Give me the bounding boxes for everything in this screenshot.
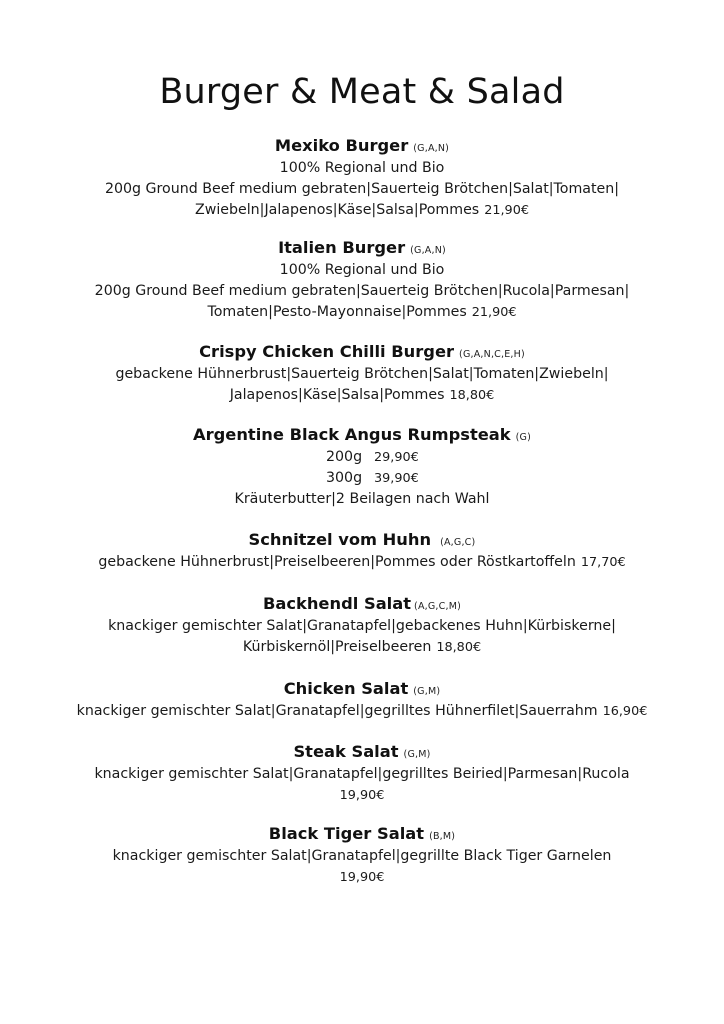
item-description-line: 100% Regional und Bio — [279, 160, 445, 176]
item-name: Steak Salat — [293, 742, 399, 761]
item-price: 19,90€ — [339, 870, 385, 885]
menu-item-schnitzel-vom-huhn — [0, 528, 724, 573]
item-price: 18,80€ — [449, 388, 495, 403]
item-name: Crispy Chicken Chilli Burger — [199, 342, 455, 361]
menu-item-argentine-black-angus-rumpsteak — [0, 423, 724, 510]
item-name: Schnitzel vom Huhn — [248, 530, 432, 549]
menu-item-mexiko-burger — [0, 134, 724, 221]
menu-item-black-tiger-salat — [0, 822, 724, 888]
item-allergens: (G,A,N) — [410, 245, 446, 256]
item-description-line: Kürbiskernöl|Preiselbeeren — [242, 639, 432, 655]
item-description-line: 200g Ground Beef medium gebraten|Sauerteig Brötchen|Rucola|Parmesan| — [94, 283, 630, 299]
item-allergens: (G,A,N) — [413, 143, 450, 154]
item-price: 18,80€ — [436, 640, 482, 655]
size-label: 200g — [326, 449, 363, 465]
item-description-line: gebackene Hühnerbrust|Sauerteig Brötchen|Salat|Tomaten|Zwiebeln| — [115, 366, 609, 382]
item-name: Backhendl Salat — [262, 594, 412, 613]
item-name: Mexiko Burger — [274, 136, 409, 155]
item-price: 17,70€ — [580, 555, 626, 570]
item-name: Black Tiger Salat — [268, 824, 425, 843]
item-name: Italien Burger — [278, 238, 406, 257]
menu-item-steak-salat — [0, 740, 724, 806]
item-allergens: (G,M) — [403, 749, 431, 760]
item-price: 16,90€ — [602, 704, 648, 719]
item-description-line: Kräuterbutter|2 Beilagen nach Wahl — [234, 491, 490, 507]
size-price: 29,90€ — [374, 450, 419, 465]
size-option-row — [0, 447, 724, 468]
item-description-line: knackiger gemischter Salat|Granatapfel|gebackenes Huhn|Kürbiskerne| — [108, 618, 616, 634]
item-description-line: gebackene Hühnerbrust|Preiselbeeren|Pommes oder Röstkartoffeln — [98, 554, 576, 570]
page-title: Burger & Meat & Salad — [159, 72, 565, 112]
item-description-line: Zwiebeln|Jalapenos|Käse|Salsa|Pommes — [195, 202, 480, 218]
item-name: Chicken Salat — [283, 679, 409, 698]
item-description-line: knackiger gemischter Salat|Granatapfel|gegrillte Black Tiger Garnelen — [112, 848, 612, 864]
item-allergens: (A,G,C) — [440, 537, 476, 548]
item-description-line: Jalapenos|Käse|Salsa|Pommes — [229, 387, 445, 403]
menu-item-crispy-chicken-chilli-burger — [0, 340, 724, 406]
item-allergens: (G,M) — [413, 686, 441, 697]
item-name: Argentine Black Angus Rumpsteak — [193, 425, 511, 444]
item-price: 19,90€ — [339, 788, 385, 803]
size-option-row — [0, 468, 724, 489]
item-price: 21,90€ — [484, 203, 529, 218]
item-description-line: 200g Ground Beef medium gebraten|Sauerteig Brötchen|Salat|Tomaten| — [104, 181, 620, 197]
item-description-line: Tomaten|Pesto-Mayonnaise|Pommes — [207, 304, 467, 320]
size-label: 300g — [326, 470, 363, 486]
item-description-line: knackiger gemischter Salat|Granatapfel|gegrilltes Hühnerfilet|Sauerrahm — [76, 703, 598, 719]
item-allergens: (A,G,C,M) — [414, 601, 462, 612]
size-price: 39,90€ — [374, 471, 419, 486]
menu-item-chicken-salat — [0, 677, 724, 722]
menu-item-backhendl-salat — [0, 592, 724, 658]
menu-item-italien-burger — [0, 236, 724, 323]
item-description-line: knackiger gemischter Salat|Granatapfel|gegrilltes Beiried|Parmesan|Rucola — [94, 766, 630, 782]
item-allergens: (G,A,N,C,E,H) — [459, 349, 525, 360]
item-description-line: 100% Regional und Bio — [279, 262, 445, 278]
item-price: 21,90€ — [471, 305, 517, 320]
item-allergens: (G) — [515, 432, 531, 443]
item-allergens: (B,M) — [429, 831, 456, 842]
